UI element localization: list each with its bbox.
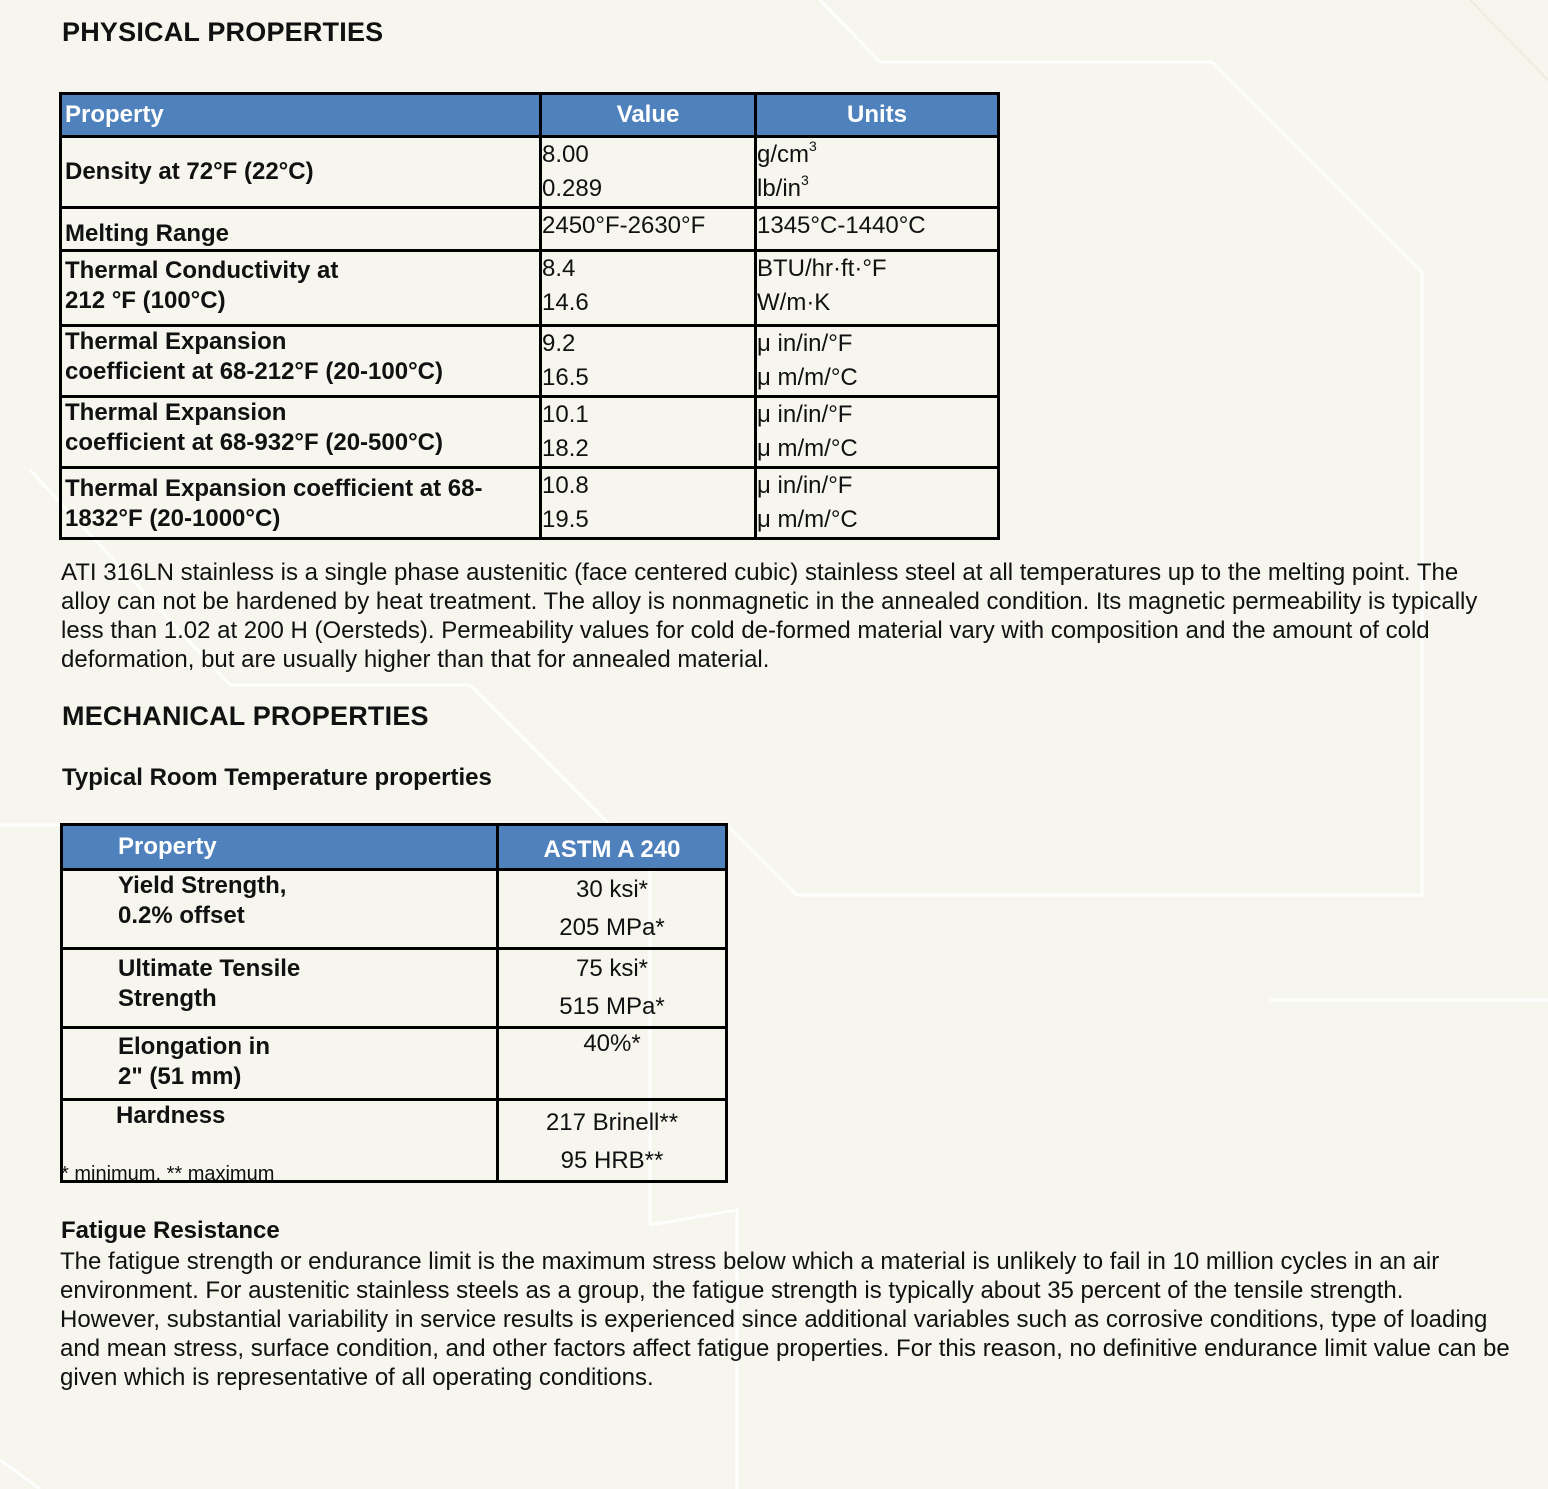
table-row [61, 326, 999, 397]
units-cell [756, 468, 999, 539]
mechanical-properties-heading: MECHANICAL PROPERTIES [62, 701, 429, 731]
property-label: Density at 72°F (22°C) [65, 158, 314, 185]
units-cell [756, 326, 999, 397]
units-cell [756, 397, 999, 468]
units-text: μ in/in/°F [757, 472, 853, 499]
property-cell [62, 870, 498, 949]
value-text: 217 Brinell** [545, 1109, 679, 1136]
value-text: 515 MPa* [559, 993, 665, 1020]
value-text: 8.4 [542, 255, 576, 282]
property-cell [61, 208, 541, 251]
col-header-property: Property [62, 825, 498, 870]
property-label: coefficient at 68-932°F (20-500°C) [65, 429, 443, 456]
table-row [62, 949, 727, 1028]
value-text: 9.2 [542, 330, 576, 357]
col-header-value: Value [541, 94, 756, 137]
value-text: 16.5 [542, 364, 589, 391]
value-text: 0.289 [542, 175, 603, 202]
units-text: 1345°C-1440°C [757, 212, 926, 239]
property-label: Thermal Expansion [65, 399, 287, 426]
units-text: μ m/m/°C [757, 435, 858, 462]
property-label: Strength [118, 985, 217, 1012]
table-row [62, 1028, 727, 1100]
value-cell [498, 1100, 727, 1182]
units-text: $g/cm^3$ [757, 138, 817, 168]
value-text: 14.6 [542, 289, 589, 316]
value-cell [541, 326, 756, 397]
property-cell [61, 137, 541, 208]
value-text: 8.00 [542, 141, 589, 168]
value-cell [498, 949, 727, 1028]
property-cell [61, 468, 541, 539]
value-text: 95 HRB** [560, 1147, 664, 1174]
physical-description-paragraph: ATI 316LN stainless is a single phase austenitic (face centered cubic) stainless steel at all temperatures up to the melting point. The alloy can not be hardened by heat treatment. The alloy is nonmagnetic in the annealed condition. Its magnetic permeability is typically less than 1.02 at 200 H (Oersteds). Permeability values for cold de-formed material vary with composition and the amount of cold deformation, but are usually higher than that for annealed material. [61, 559, 1478, 673]
units-text: $lb/in^3$ [757, 172, 809, 202]
table-row [61, 251, 999, 326]
units-text: μ in/in/°F [757, 330, 853, 357]
value-text: 205 MPa* [559, 914, 665, 941]
property-cell [61, 326, 541, 397]
mechanical-properties-table [60, 823, 728, 1183]
units-cell [756, 251, 999, 326]
value-cell [541, 251, 756, 326]
col-header-units: Units [756, 94, 999, 137]
value-text: 2450°F-2630°F [542, 212, 706, 239]
property-label: 1832°F (20-1000°C) [65, 505, 281, 532]
value-text: 19.5 [542, 506, 589, 533]
table-row [61, 468, 999, 539]
units-text: BTU/hr·ft·°F [757, 255, 887, 282]
value-cell [498, 870, 727, 949]
value-text: 75 ksi* [575, 955, 649, 982]
units-text: μ in/in/°F [757, 401, 853, 428]
property-cell [61, 397, 541, 468]
table-header-row [62, 825, 727, 870]
units-cell [756, 137, 999, 208]
property-label: Yield Strength, [118, 872, 287, 899]
value-text: 18.2 [542, 435, 589, 462]
units-text: μ m/m/°C [757, 506, 858, 533]
property-label: Elongation in [118, 1033, 270, 1060]
units-cell [756, 208, 999, 251]
table-row [61, 137, 999, 208]
value-text: 30 ksi* [575, 876, 649, 903]
physical-properties-table [59, 92, 1000, 540]
table-row [61, 208, 999, 251]
property-cell [61, 251, 541, 326]
property-cell [62, 1028, 498, 1100]
value-text: 10.8 [542, 472, 589, 499]
property-label: 2" (51 mm) [118, 1063, 242, 1090]
value-cell [498, 1028, 727, 1100]
value-text: 10.1 [542, 401, 589, 428]
property-label: 0.2% offset [118, 902, 245, 929]
value-cell [541, 468, 756, 539]
property-label: Thermal Conductivity at [65, 257, 339, 284]
units-text: W/m·K [757, 289, 831, 316]
property-label: Thermal Expansion [65, 328, 287, 355]
room-temperature-subheading: Typical Room Temperature properties [62, 764, 492, 791]
col-header-property: Property [61, 94, 541, 137]
value-cell [541, 397, 756, 468]
col-header-astm: ASTM A 240 [498, 825, 727, 870]
property-cell [62, 949, 498, 1028]
value-cell [541, 208, 756, 251]
property-label: coefficient at 68-212°F (20-100°C) [65, 358, 443, 385]
fatigue-paragraph: The fatigue strength or endurance limit is the maximum stress below which a material is unlikely to fail in 10 million cycles in an air environment. For austenitic stainless steels as a group, the fatigue strength is typically about 35 percent of the tensile strength. However, substantial variability in service results is experienced since additional variables such as corrosive conditions, type of loading and mean stress, surface condition, and other factors affect fatigue properties. For this reason, no definitive endurance limit value can be given which is representative of all operating conditions. [60, 1248, 1510, 1391]
units-text: μ m/m/°C [757, 364, 858, 391]
property-label: 212 °F (100°C) [65, 287, 226, 314]
fatigue-resistance-heading: Fatigue Resistance [61, 1217, 280, 1244]
physical-properties-heading: PHYSICAL PROPERTIES [62, 17, 384, 47]
footnote: * minimum, ** maximum [61, 1163, 275, 1185]
table-row [62, 870, 727, 949]
property-label: Melting Range [65, 220, 230, 247]
value-text: 40%* [583, 1030, 641, 1057]
table-header-row [61, 94, 999, 137]
value-cell [541, 137, 756, 208]
property-label: Ultimate Tensile [118, 955, 301, 982]
property-label: Thermal Expansion coefficient at 68- [65, 475, 483, 502]
property-label: Hardness [116, 1102, 226, 1129]
table-row [61, 397, 999, 468]
